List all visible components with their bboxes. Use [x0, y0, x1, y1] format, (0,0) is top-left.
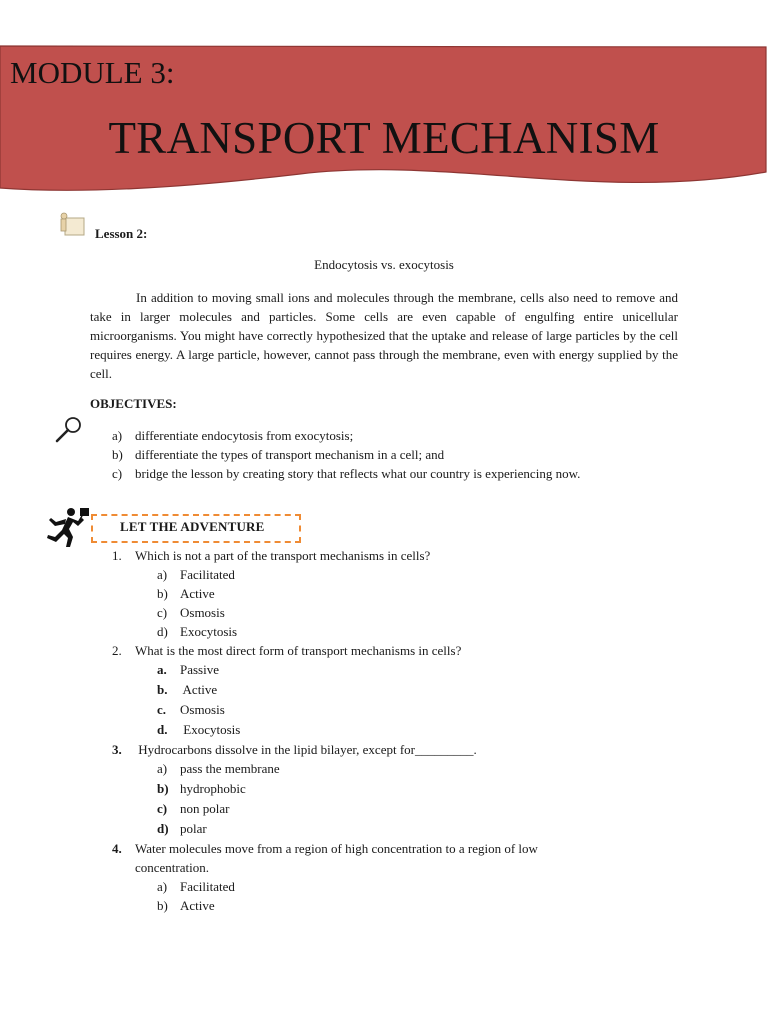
option-text: Exocytosis [180, 722, 241, 737]
objectives-heading: OBJECTIVES: [90, 396, 177, 411]
list-marker: a) [112, 428, 123, 443]
question-3 [112, 740, 572, 759]
option-marker: b) [157, 586, 168, 601]
list-text: bridge the lesson by creating story that reflects what our country is experiencing now. [135, 466, 581, 481]
option-text: Active [180, 682, 218, 697]
option-marker: a) [157, 761, 168, 776]
list-item [112, 426, 712, 445]
question-1 [112, 546, 572, 565]
option-marker: c) [157, 605, 168, 620]
list-marker: b) [112, 447, 123, 462]
option-text: non polar [180, 801, 230, 816]
objectives-list [112, 426, 712, 483]
option-marker: c) [157, 801, 168, 816]
list-text: differentiate endocytosis from exocytosis; [135, 428, 354, 443]
option-marker: a) [157, 879, 168, 894]
question-number: 2. [112, 643, 122, 658]
option-text: Exocytosis [180, 624, 238, 639]
list-item [112, 445, 712, 464]
module-label: MODULE 3: [10, 55, 175, 90]
lesson-label: Lesson 2: [95, 226, 148, 241]
adventure-heading: LET THE ADVENTURE [120, 519, 265, 534]
note-icon [58, 212, 86, 238]
question-text: Which is not a part of the transport mechanisms in cells? [135, 548, 431, 563]
option-text: Passive [180, 662, 219, 677]
magnifier-icon [54, 415, 84, 443]
option-marker: a) [157, 567, 168, 582]
option-text: Osmosis [180, 702, 225, 717]
option-text: Facilitated [180, 567, 235, 582]
option-text: polar [180, 821, 207, 836]
option-marker: a. [157, 662, 167, 677]
option-marker: c. [157, 702, 167, 717]
option-text: Osmosis [180, 605, 225, 620]
option-marker: d) [157, 624, 168, 639]
page-title: TRANSPORT MECHANISM [108, 113, 660, 163]
option-marker: b) [157, 781, 169, 796]
lesson-subtitle: Endocytosis vs. exocytosis [314, 257, 454, 272]
question-number: 4. [112, 841, 122, 856]
question-2 [112, 641, 572, 660]
option-text: Active [180, 586, 215, 601]
list-item [112, 464, 712, 483]
question-number: 3. [112, 742, 122, 757]
option-text: hydrophobic [180, 781, 246, 796]
running-man-icon [44, 504, 92, 548]
question-text: Water molecules move from a region of high concentration to a region of low concentration. [135, 841, 538, 875]
option-marker: d. [157, 722, 168, 737]
option-text: pass the membrane [180, 761, 280, 776]
list-text: differentiate the types of transport mechanism in a cell; and [135, 447, 445, 462]
option-text: Facilitated [180, 879, 235, 894]
option-text: Active [180, 898, 215, 913]
option-marker: b) [157, 898, 168, 913]
question-text: Hydrocarbons dissolve in the lipid bilayer, except for_________. [135, 742, 477, 757]
list-marker: c) [112, 466, 123, 481]
option-marker: d) [157, 821, 169, 836]
option-marker: b. [157, 682, 168, 697]
question-number: 1. [112, 548, 122, 563]
intro-paragraph: In addition to moving small ions and molecules through the membrane, cells also need to remove and take in larger molecules and particles. Some cells are even capable of engulfing entire unicellular microorganisms. You might have correctly hypothesized that the uptake and release of large particles by the cell requires energy. A large particle, however, cannot pass through the membrane, even with energy supplied by the cell. [90, 290, 678, 381]
question-text: What is the most direct form of transport mechanisms in cells? [135, 643, 462, 658]
question-4 [112, 839, 572, 877]
